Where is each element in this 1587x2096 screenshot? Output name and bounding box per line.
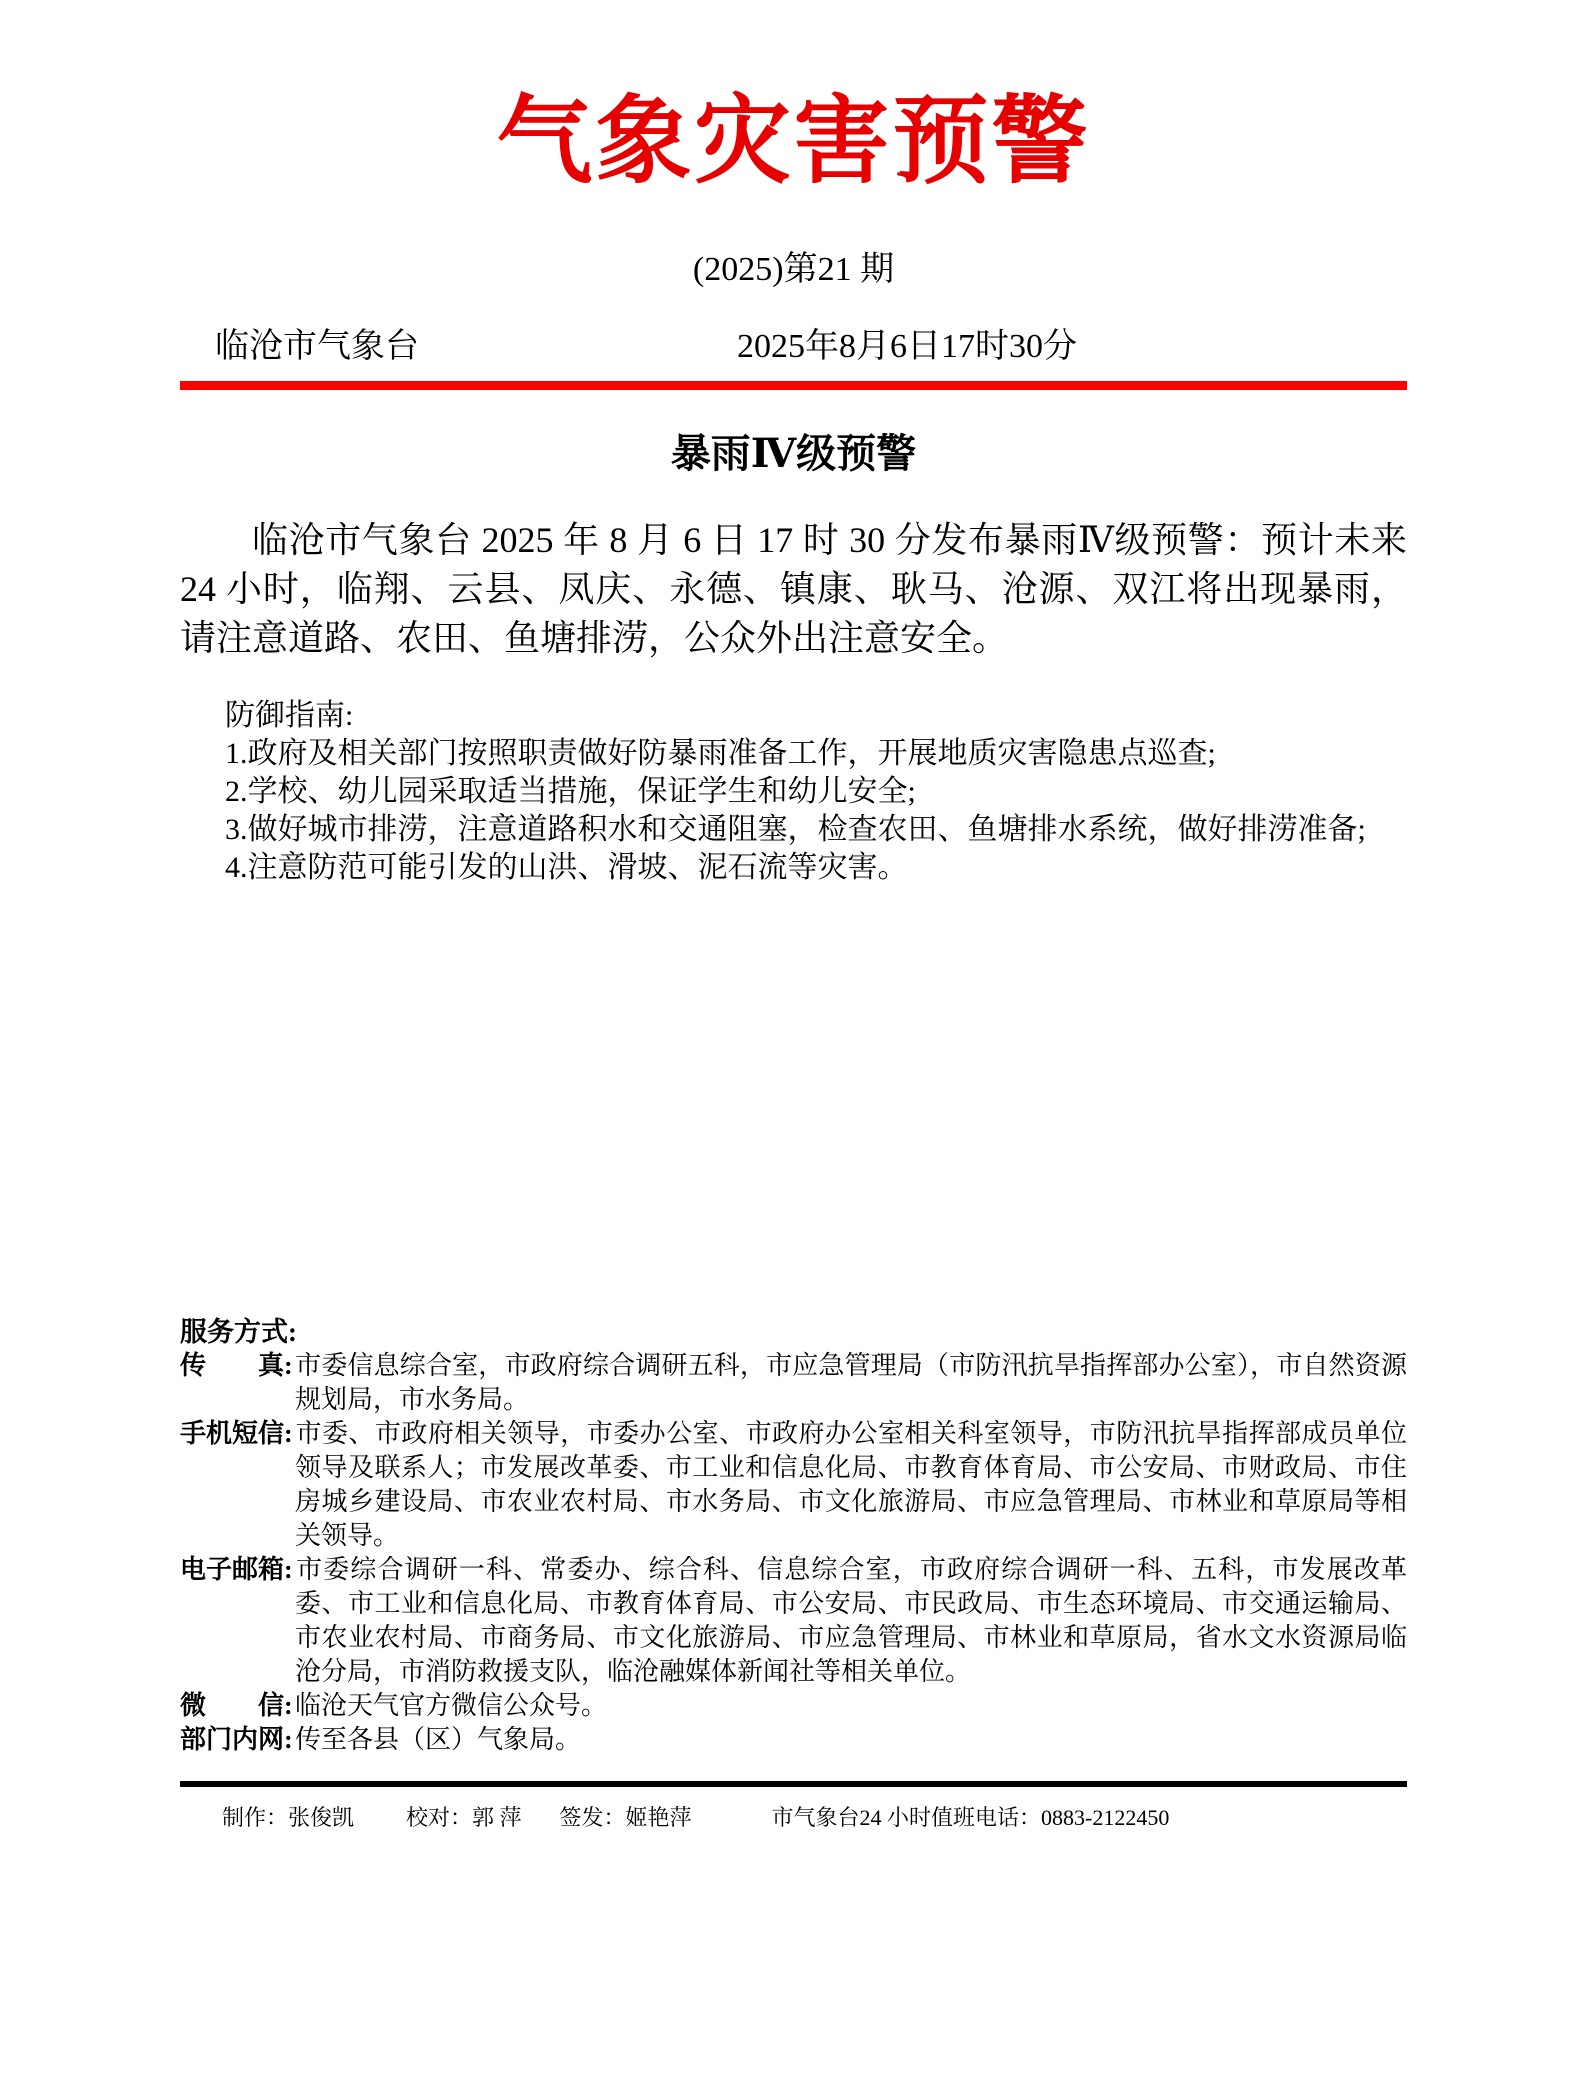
service-methods-section (180, 1315, 1407, 1757)
defense-guide-item: 1.政府及相关部门按照职责做好防暴雨准备工作，开展地质灾害隐患点巡查; (225, 737, 1216, 771)
warning-body-paragraph: 临沧市气象台 2025 年 8 月 6 日 17 时 30 分发布暴雨Ⅳ级预警：预计未来 24 小时，临翔、云县、凤庆、永德、镇康、耿马、沧源、双江将出现暴雨，请注意道路、农田、鱼塘排涝，公众外出注意安全。 (180, 520, 1407, 659)
footer-credits (180, 1801, 1407, 1832)
service-row-intranet (180, 1723, 1407, 1757)
issuer-date-row (180, 318, 1407, 367)
service-label-sms: 手机短信: (180, 1419, 293, 1449)
service-text-email: 市委综合调研一科、常委办、综合科、信息综合室，市政府综合调研一科、五科，市发展改革委、市工业和信息化局、市教育体育局、市公安局、市民政局、市生态环境局、市交通运输局、市农业农村局、市商务局、市文化旅游局、市应急管理局、市林业和草原局，省水文水资源局临沧分局，市消防救援支队，临沧融媒体新闻社等相关单位。 (295, 1555, 1407, 1687)
defense-guide-item: 4.注意防范可能引发的山洪、滑坡、泥石流等灾害。 (225, 851, 908, 885)
service-row-fax (180, 1349, 1407, 1417)
service-label-wechat: 微 信: (180, 1691, 293, 1721)
service-label-email: 电子邮箱: (180, 1555, 293, 1585)
service-label-intranet: 部门内网: (180, 1725, 293, 1755)
service-row-sms (180, 1417, 1407, 1553)
service-text-wechat: 临沧天气官方微信公众号。 (295, 1691, 608, 1721)
defense-guide-item: 2.学校、幼儿园采取适当措施，保证学生和幼儿安全; (225, 775, 916, 809)
footer-maker: 制作：张俊凯 (222, 1805, 355, 1831)
defense-guide-title: 防御指南: (225, 699, 354, 733)
defense-guide-item: 3.做好城市排涝，注意道路积水和交通阻塞，检查农田、鱼塘排水系统，做好排涝准备; (225, 813, 1366, 847)
red-divider (180, 381, 1407, 390)
service-row-wechat (180, 1689, 1407, 1723)
issue-datetime: 2025年8月6日17时30分 (737, 328, 1077, 366)
footer-divider (180, 1781, 1407, 1787)
issuer-name: 临沧市气象台 (215, 328, 419, 366)
service-text-fax: 市委信息综合室，市政府综合调研五科，市应急管理局（市防汛抗旱指挥部办公室），市自然资源规划局，市水务局。 (295, 1351, 1407, 1415)
warning-heading: 暴雨Ⅳ级预警 (670, 431, 917, 477)
service-row-email (180, 1553, 1407, 1689)
footer-duty-phone: 市气象台24 小时值班电话：0883-2122450 (771, 1805, 1170, 1831)
service-text-sms: 市委、市政府相关领导，市委办公室、市政府办公室相关科室领导，市防汛抗旱指挥部成员单位领导及联系人；市发展改革委、市工业和信息化局、市教育体育局、市公安局、市财政局、市住房城乡建设局、市农业农村局、市水务局、市文化旅游局、市应急管理局、市林业和草原局等相关领导。 (295, 1419, 1407, 1551)
document-title: 气象灾害预警 (496, 88, 1091, 195)
service-label-fax: 传 真: (180, 1351, 293, 1381)
service-methods-title: 服务方式: (180, 1317, 297, 1348)
service-text-intranet: 传至各县（区）气象局。 (295, 1725, 582, 1755)
issue-number: (2025)第21 期 (692, 250, 895, 288)
defense-guide (225, 697, 1407, 887)
footer-proofreader: 校对：郭 萍 (406, 1805, 522, 1831)
footer-signer: 签发：姬艳萍 (559, 1805, 692, 1831)
